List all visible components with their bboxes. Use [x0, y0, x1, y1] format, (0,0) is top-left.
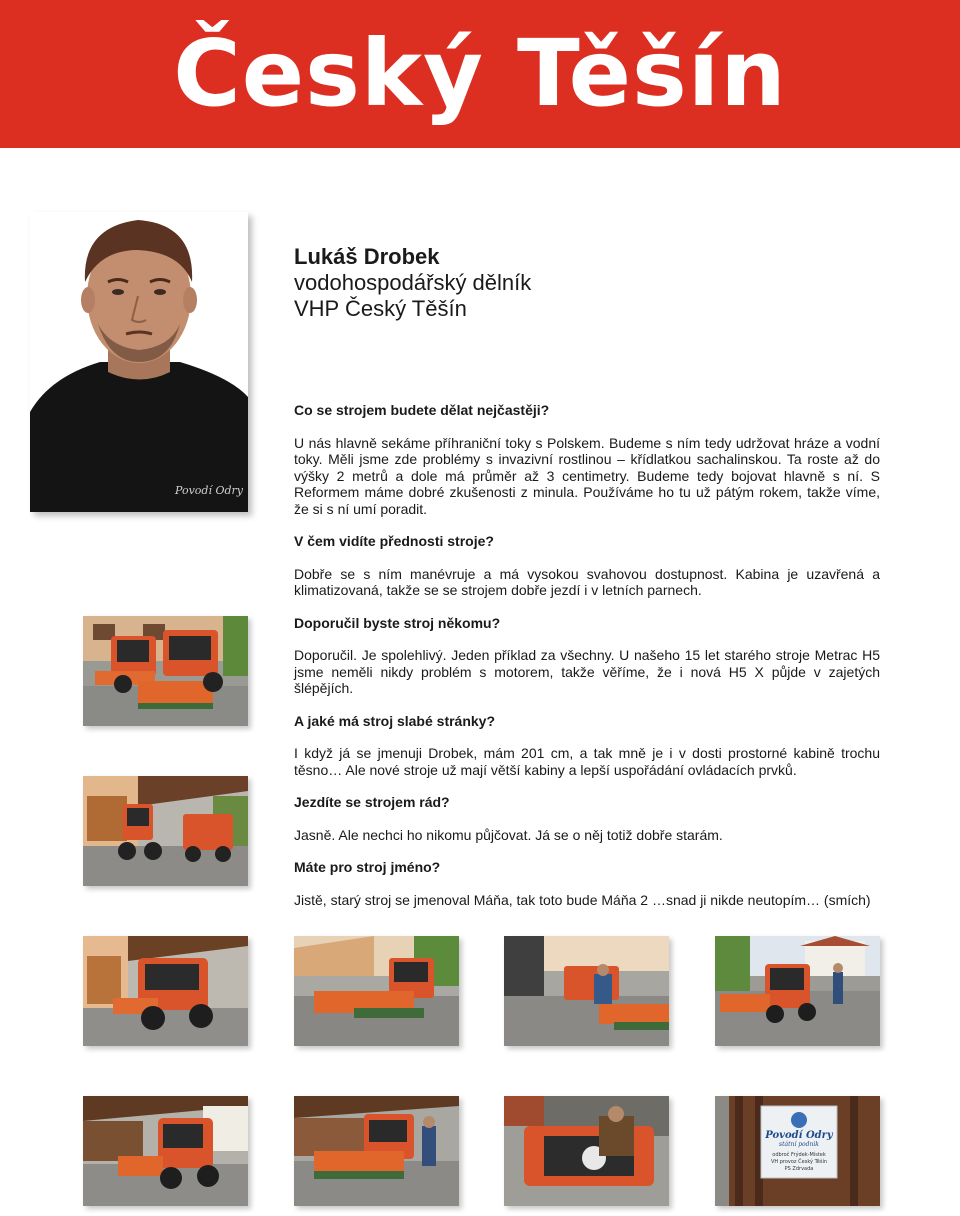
portrait-photo	[30, 212, 248, 512]
answer: Jasně. Ale nechci ho nikomu půjčovat. Já se o něj totiž dobře starám.	[294, 826, 723, 843]
answer: Jistě, starý stroj se jmenoval Máňa, tak toto bude Máňa 2 …snad ji nikde neutopím… (smích)	[294, 891, 871, 908]
sign-line: odbroč Frýdek-Místek	[772, 1152, 826, 1158]
page-title: Český Těšín	[173, 20, 787, 127]
interview	[294, 402, 880, 924]
sign-subtitle: státní podnik	[779, 1141, 819, 1148]
header-banner	[0, 0, 960, 148]
sign-line: VH provoz Český Těšín	[770, 1159, 828, 1165]
machine-photo	[504, 1096, 669, 1206]
person-info	[294, 244, 531, 322]
machine-photo	[715, 936, 880, 1046]
answer: Dobře se s ním manévruje a má vysokou svahovou dostupnost. Kabina je uzavřená a klimatizovaná, takže se se strojem dobře jezdí i v letních parnech.	[294, 565, 880, 598]
machine-photo	[294, 1096, 459, 1206]
answer: U nás hlavně sekáme příhraniční toky s Polskem. Budeme s ním tedy udržovat hráze a vodní toky. Měli jsme zde problémy s invazivní rostlinou – křídlatkou sachalinskou. Ta roste až do výšky 2 metrů a dole má průměr až 3 centimetry. Budeme tedy bojovat hlavně s ní. S Reformem máme dobré zkušenosti z minula. Používáme ho tu už pátým rokem, takže víme, že si s ní umí poradit.	[294, 434, 880, 517]
answer: Doporučil. Je spolehlivý. Jeden příklad za všechny. U našeho 15 let starého stroje Metrac H5 jsme neměli nikdy problém s motorem, takže věříme, že i nová H5 X půjde v zajetých šlépějích.	[294, 647, 880, 696]
answer: I když já se jmenuji Drobek, mám 201 cm, a tak mně je i v dosti prostorné kabině trochu těsno… Ale nové stroje už mají větší kabiny a lepší uspořádání ovládacích prvků.	[294, 745, 880, 778]
machine-photo	[504, 936, 669, 1046]
person-role: vodohospodářský dělník	[294, 270, 532, 295]
machine-photo	[83, 776, 248, 886]
shirt-logo: Povodí Odry	[175, 484, 244, 497]
sign-photo	[715, 1096, 880, 1206]
machine-photo	[83, 616, 248, 726]
question: Máte pro stroj jméno?	[294, 859, 441, 875]
question: Co se strojem budete dělat nejčastěji?	[294, 402, 550, 418]
question: A jaké má stroj slabé stránky?	[294, 712, 496, 729]
machine-photo	[83, 936, 248, 1046]
question: Doporučil byste stroj někomu?	[294, 614, 501, 631]
machine-photo	[294, 936, 459, 1046]
question: V čem vidíte přednosti stroje?	[294, 533, 494, 549]
question: Jezdíte se strojem rád?	[294, 794, 450, 810]
machine-photo	[83, 1096, 248, 1206]
sign-line: PS Zdrvada	[784, 1166, 814, 1172]
sign-title: Povodí Odry	[765, 1130, 833, 1141]
person-workplace: VHP Český Těšín	[294, 296, 467, 321]
person-name: Lukáš Drobek	[294, 244, 440, 269]
